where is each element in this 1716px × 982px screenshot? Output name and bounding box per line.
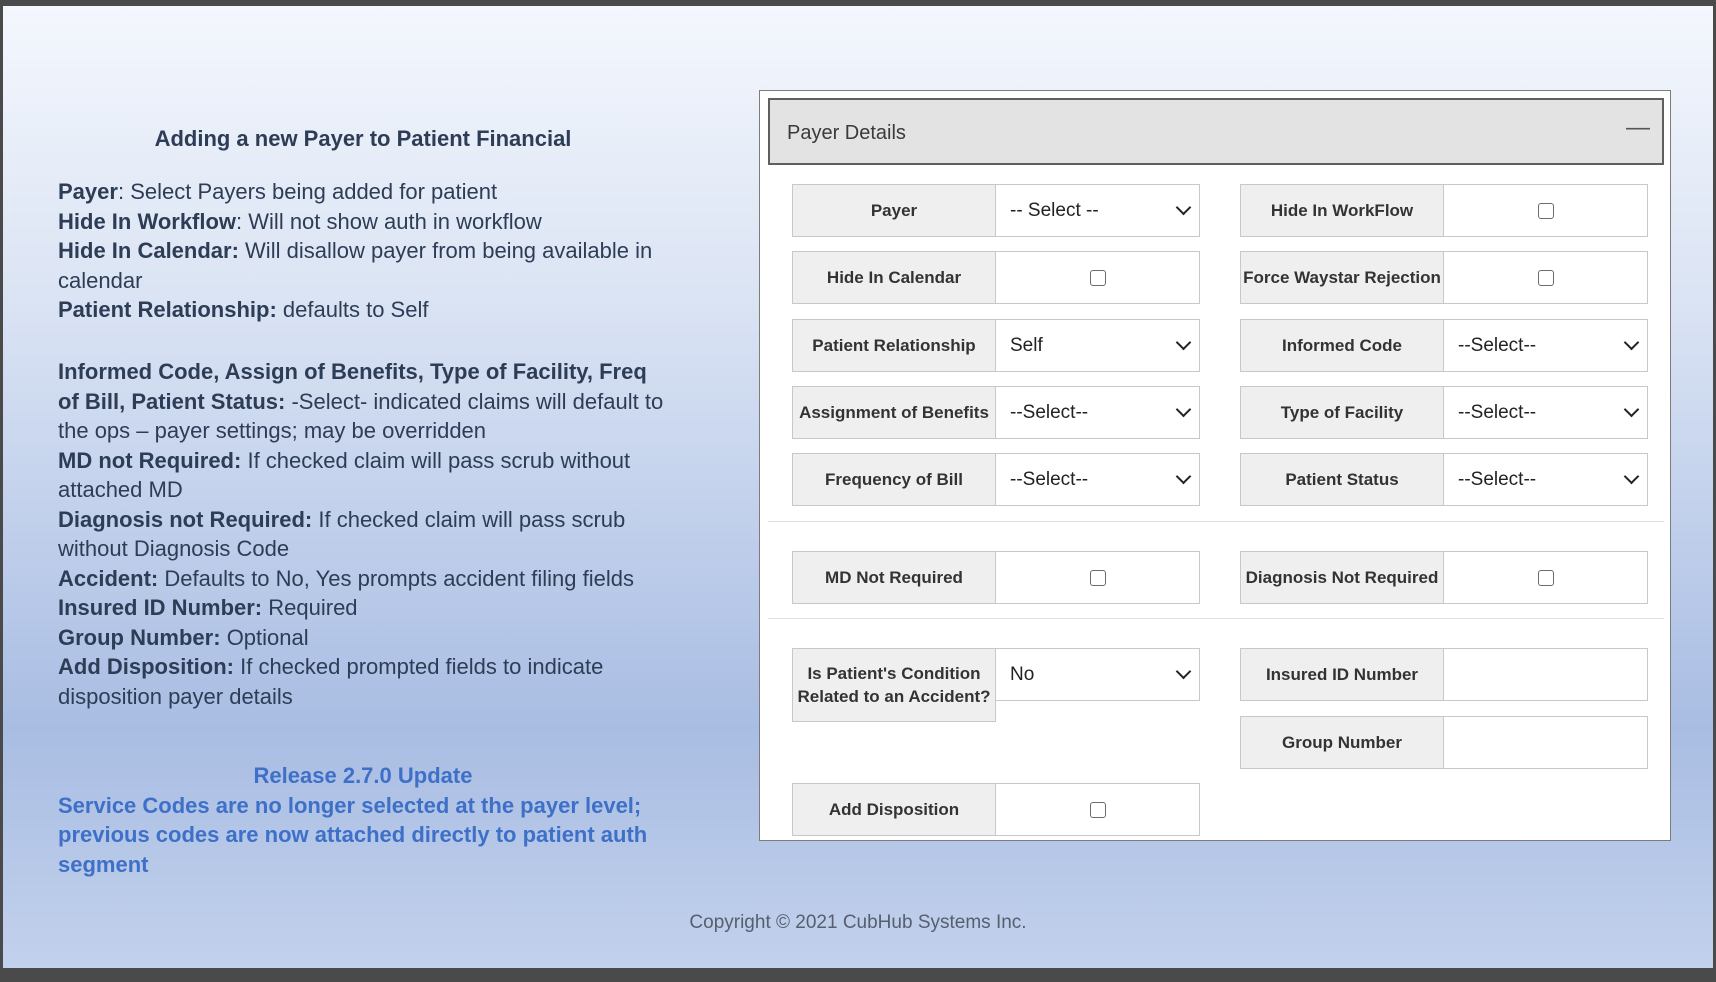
insured-id-input[interactable]	[1444, 649, 1647, 700]
instruction-item: Accident: Defaults to No, Yes prompts accident filing fields	[58, 565, 634, 591]
collapse-icon[interactable]: —	[1626, 114, 1650, 141]
group-number-label: Group Number	[1240, 716, 1444, 769]
assignment-of-benefits-select[interactable]: --Select--	[996, 387, 1199, 438]
patient-status-select[interactable]: --Select--	[1444, 454, 1647, 505]
group-number-input[interactable]	[1444, 717, 1647, 768]
md-not-required-checkbox[interactable]	[1090, 570, 1106, 586]
instructions-block-2	[58, 357, 668, 711]
chevron-down-icon	[1176, 402, 1192, 418]
instruction-item: Add Disposition: If checked prompted fields to indicate disposition payer details	[58, 654, 604, 709]
insured-id-field	[1240, 648, 1648, 701]
instruction-item: Hide In Calendar: Will disallow payer from being available in calendar	[58, 238, 653, 293]
instruction-item: MD not Required: If checked claim will pass scrub without attached MD	[58, 447, 631, 502]
add-disposition-label: Add Disposition	[792, 783, 996, 836]
frequency-of-bill-field	[792, 453, 1200, 506]
instruction-item: Patient Relationship: defaults to Self	[58, 297, 429, 322]
informed-code-label: Informed Code	[1240, 319, 1444, 372]
payer-select[interactable]: -- Select --	[996, 185, 1199, 236]
chevron-down-icon	[1624, 402, 1640, 418]
hide-in-calendar-label: Hide In Calendar	[792, 251, 996, 304]
panel-header	[768, 98, 1664, 165]
accident-label: Is Patient's Condition Related to an Accident?	[792, 648, 996, 722]
patient-relationship-field	[792, 319, 1200, 372]
instructions-heading: Adding a new Payer to Patient Financial	[154, 126, 572, 151]
diagnosis-not-required-checkbox[interactable]	[1538, 570, 1554, 586]
release-text: Service Codes are no longer selected at the payer level; previous codes are now attached directly to patient auth segment	[58, 792, 648, 877]
release-note	[58, 761, 668, 879]
diagnosis-not-required-field	[1240, 551, 1648, 604]
chevron-down-icon	[1176, 469, 1192, 485]
type-of-facility-select[interactable]: --Select--	[1444, 387, 1647, 438]
instruction-item: Hide In Workflow: Will not show auth in workflow	[58, 208, 542, 234]
divider	[768, 618, 1664, 619]
patient-status-label: Patient Status	[1240, 453, 1444, 506]
chevron-down-icon	[1176, 200, 1192, 216]
group-number-field	[1240, 716, 1648, 769]
add-disposition-checkbox[interactable]	[1090, 802, 1106, 818]
insured-id-label: Insured ID Number	[1240, 648, 1444, 701]
force-waystar-rejection-checkbox[interactable]	[1538, 270, 1554, 286]
instructions-block-1	[58, 177, 668, 325]
divider	[768, 521, 1664, 522]
type-of-facility-field	[1240, 386, 1648, 439]
md-not-required-field	[792, 551, 1200, 604]
instruction-item: Informed Code, Assign of Benefits, Type of Facility, Freq of Bill, Patient Status: -Select- indicated claims will default to the ops – payer settings; may be overridden	[58, 359, 664, 443]
panel-title: Payer Details	[787, 122, 906, 144]
chevron-down-icon	[1176, 664, 1192, 680]
payer-details-panel	[759, 90, 1671, 841]
accident-field	[792, 648, 1200, 722]
hide-in-workflow-checkbox[interactable]	[1538, 203, 1554, 219]
chevron-down-icon	[1176, 335, 1192, 351]
diagnosis-not-required-label: Diagnosis Not Required	[1240, 551, 1444, 604]
patient-relationship-label: Patient Relationship	[792, 319, 996, 372]
hide-in-calendar-checkbox[interactable]	[1090, 270, 1106, 286]
chevron-down-icon	[1624, 335, 1640, 351]
patient-status-field	[1240, 453, 1648, 506]
assignment-of-benefits-field	[792, 386, 1200, 439]
frequency-of-bill-select[interactable]: --Select--	[996, 454, 1199, 505]
instruction-item: Payer: Select Payers being added for patient	[58, 179, 498, 204]
patient-relationship-select[interactable]: Self	[996, 320, 1199, 371]
instruction-item: Insured ID Number: Required	[58, 595, 358, 620]
instruction-item: Group Number: Optional	[58, 624, 309, 650]
md-not-required-label: MD Not Required	[792, 551, 996, 604]
hide-in-calendar-field	[792, 251, 1200, 304]
accident-select[interactable]: No	[996, 649, 1199, 700]
instruction-item: Diagnosis not Required: If checked claim will pass scrub without Diagnosis Code	[58, 506, 626, 561]
add-disposition-field	[792, 783, 1200, 836]
frequency-of-bill-label: Frequency of Bill	[792, 453, 996, 506]
type-of-facility-label: Type of Facility	[1240, 386, 1444, 439]
payer-field	[792, 184, 1200, 237]
slide	[3, 6, 1713, 968]
chevron-down-icon	[1624, 469, 1640, 485]
payer-label: Payer	[792, 184, 996, 237]
informed-code-field	[1240, 319, 1648, 372]
hide-in-workflow-field	[1240, 184, 1648, 237]
assignment-of-benefits-label: Assignment of Benefits	[792, 386, 996, 439]
force-waystar-rejection-label: Force Waystar Rejection	[1240, 251, 1444, 304]
hide-in-workflow-label: Hide In WorkFlow	[1240, 184, 1444, 237]
copyright: Copyright © 2021 CubHub Systems Inc.	[689, 912, 1027, 933]
force-waystar-rejection-field	[1240, 251, 1648, 304]
informed-code-select[interactable]: --Select--	[1444, 320, 1647, 371]
release-title: Release 2.7.0 Update	[253, 763, 473, 788]
